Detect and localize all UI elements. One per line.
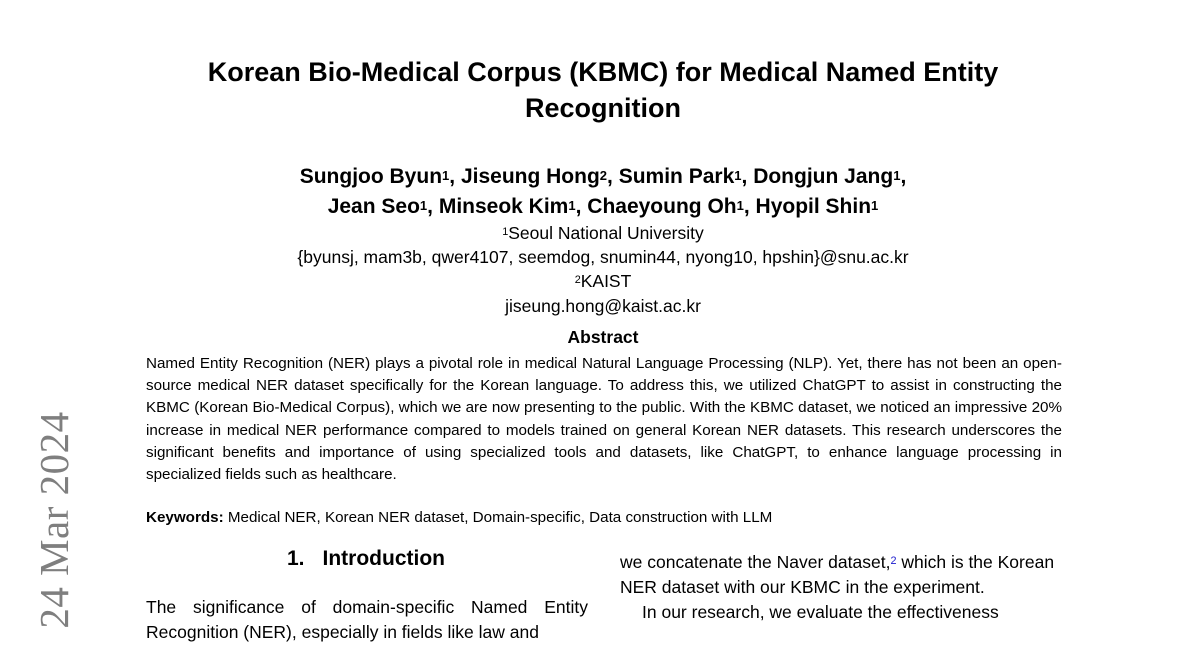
author-affil-marker: 1 <box>736 197 744 213</box>
author-line-2: Jean Seo$^1$, Minseok Kim$^1$, Chaeyoung Oh$^1$, Hyopil Shin$^1$ <box>327 195 879 218</box>
author-affil-marker: 1 <box>442 167 450 183</box>
keywords <box>146 509 772 526</box>
author-list <box>150 162 1056 222</box>
intro-paragraph-left: The significance of domain-specific Named Entity Recognition (NER), especially in fields like law and <box>146 597 588 642</box>
section-title: Introduction <box>322 547 445 570</box>
affiliation-2-email: jiseung.hong@kaist.ac.kr <box>505 296 701 316</box>
right-paragraph-2: In our research, we evaluate the effectiveness <box>642 602 999 622</box>
author-affil-marker: 1 <box>893 167 901 183</box>
section-heading-introduction <box>146 547 586 571</box>
affil-marker: 2 <box>574 273 581 286</box>
title-line-2: Recognition <box>525 93 681 123</box>
affiliation-1-emails: {byunsj, mam3b, qwer4107, seemdog, snumin44, nyong10, hpshin}@snu.ac.kr <box>297 247 909 267</box>
author-name: Hyopil Shin <box>755 195 872 218</box>
affil-name: Seoul National University <box>508 223 704 243</box>
title-line-1: Korean Bio-Medical Corpus (KBMC) for Medical Named Entity <box>207 57 999 87</box>
affil-marker: 1 <box>502 225 509 238</box>
arxiv-date-stamp: 24 Mar 2024 <box>31 411 77 629</box>
author-name: Dongjun Jang <box>753 165 894 188</box>
author-name: Jean Seo <box>327 195 420 218</box>
author-affil-marker: 1 <box>734 167 742 183</box>
keywords-text: Medical NER, Korean NER dataset, Domain-specific, Data construction with LLM <box>227 509 773 526</box>
author-affil-marker: 1 <box>871 197 879 213</box>
author-name: Sumin Park <box>618 165 735 188</box>
author-name: Minseok Kim <box>438 195 569 218</box>
paper-title <box>150 54 1056 126</box>
footnote-marker[interactable]: 2 <box>890 554 897 567</box>
author-name: Chaeyoung Oh <box>587 195 737 218</box>
author-affil-marker: 1 <box>419 197 428 213</box>
keywords-label: Keywords: <box>146 509 224 526</box>
right-column-text <box>620 550 1063 625</box>
author-name: Sungjoo Byun <box>299 165 443 188</box>
abstract-text: Named Entity Recognition (NER) plays a pivotal role in medical Natural Language Processing (NLP). Yet, there has not been an open-source medical NER dataset specifically for the Korean language. To address this, we utilized ChatGPT to assist in constructing the KBMC (Korean Bio-Medical Corpus), which we are now presenting to the public. With the KBMC dataset, we noticed an impressive 20% increase in medical NER performance compared to models trained on general Korean NER datasets. This research underscores the significant benefits and importance of using specialized tools and datasets, like ChatGPT, to enhance language processing in specialized fields such as healthcare. <box>146 355 1062 484</box>
section-number: 1. <box>287 547 305 570</box>
right-text-part-a: we concatenate the Naver dataset, <box>620 552 891 572</box>
author-affil-marker: 1 <box>568 197 576 213</box>
author-name: Jiseung Hong <box>460 165 600 188</box>
author-line-1: Sungjoo Byun$^1$, Jiseung Hong$^2$, Sumin Park$^1$, Dongjun Jang$^1$, <box>299 165 907 188</box>
author-affil-marker: 2 <box>599 167 608 183</box>
abstract-heading: Abstract <box>567 327 639 347</box>
right-text-part-b: which is the Korean NER dataset with our KBMC in the experiment. <box>620 552 1055 597</box>
affiliation-1 <box>150 221 1056 245</box>
affiliation-2 <box>150 269 1056 293</box>
affil-name: KAIST <box>580 271 632 291</box>
